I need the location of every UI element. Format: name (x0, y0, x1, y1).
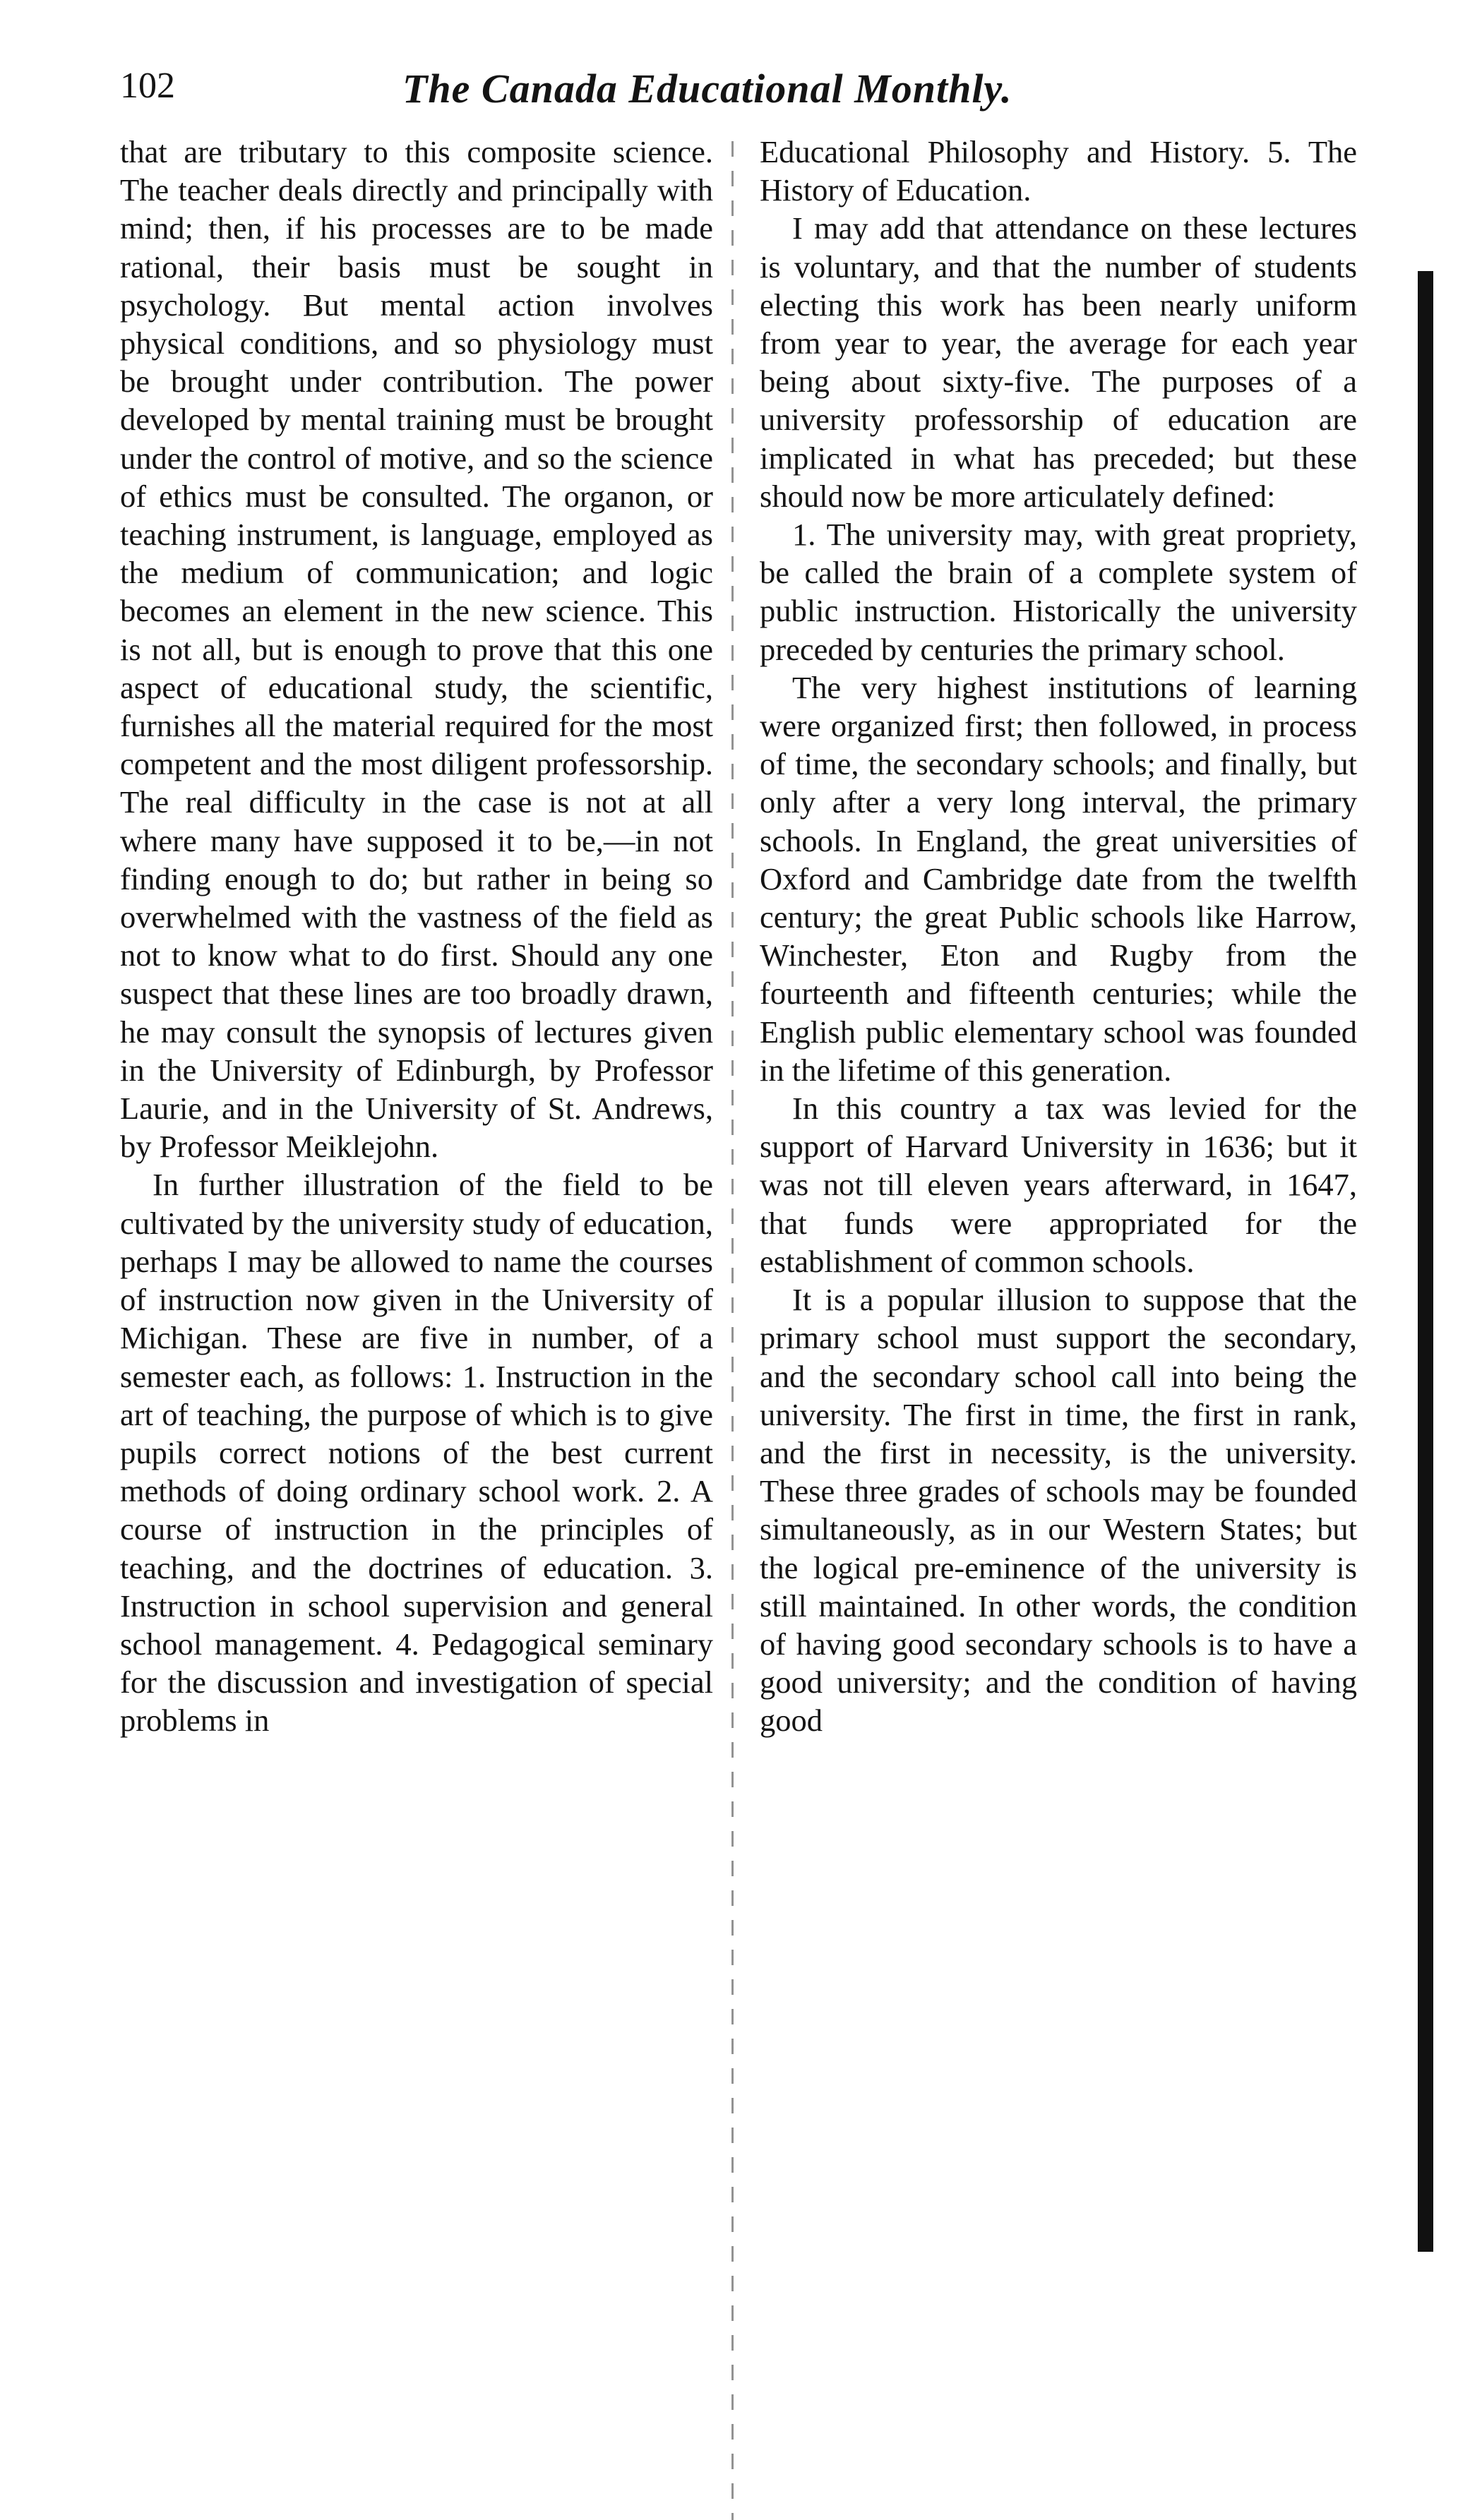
paragraph: that are tributary to this composite science. The teacher deals directly and principally with mind; then, if his processes are to be made rational, their basis must be sought in psychology. But mental action involves physical conditions, and so physiology must be brought under contribution. The power developed by mental training must be brought under the control of motive, and so the science of ethics must be consulted. The organon, or teaching instrument, is language, employed as the medium of communication; and logic becomes an element in the new science. This is not all, but is enough to prove that this one aspect of educational study, the scientific, furnishes all the material required for the most competent and the most diligent professorship. The real difficulty in the case is not at all where many have supposed it to be,—in not finding enough to do; but rather in being so overwhelmed with the vastness of the field as not to know what to do first. Should any one suspect that these lines are too broadly drawn, he may consult the synopsis of lectures given in the University of Edinburgh, by Professor Laurie, and in the University of St. Andrews, by Professor Meiklejohn. (120, 134, 713, 1165)
paragraph: It is a popular illusion to suppose that the primary school must support the secondary, and the secondary school call into being the university. The first in time, the first in rank, and the first in necessity, is the university. These three grades of schools may be founded simultaneously, as in our Western States; but the logical pre-eminence of the university is still maintained. In other words, the condition of having good secondary schools is to have a good university; and the condition of having good (760, 1282, 1357, 1739)
running-title: The Canada Educational Monthly. (402, 66, 1012, 112)
paragraph: The very highest institutions of learning were organized first; then followed, in process of time, the secondary schools; and finally, but only after a very long interval, the primary schools. In England, the great universities of Oxford and Cambridge date from the twelfth century; the great Public schools like Harrow, Winchester, Eton and Rugby from the fourteenth and fifteenth centuries; while the English public elementary school was founded in the lifetime of this generation. (760, 669, 1357, 1088)
right-column (760, 133, 1357, 1740)
page-edge-rule (1418, 271, 1433, 2252)
page-number: 102 (120, 66, 175, 106)
column-divider (731, 141, 734, 2520)
paragraph: 1. The university may, with great propriety, be called the brain of a complete system of public instruction. Historically the university preceded by centuries the primary school. (760, 517, 1357, 667)
paragraph: I may add that attendance on these lectures is voluntary, and that the number of students electing this work has been nearly uniform from year to year, the average for each year being about sixty-five. The purposes of a university professorship of education are implicated in what has preceded; but these should now be more articulately defined: (760, 210, 1357, 514)
paragraph: Educational Philosophy and History. 5. The History of Education. (760, 134, 1357, 208)
paragraph: In this country a tax was levied for the support of Harvard University in 1636; but it was not till eleven years afterward, in 1647, that funds were appropriated for the establishment of common schools. (760, 1091, 1357, 1279)
paragraph: In further illustration of the field to be cultivated by the university study of education, perhaps I may be allowed to name the courses of instruction now given in the University of Michigan. These are five in number, of a semester each, as follows: 1. Instruction in the art of teaching, the purpose of which is to give pupils correct notions of the best current methods of doing ordinary school work. 2. A course of instruction in the principles of teaching, and the doctrines of education. 3. Instruction in school supervision and general school management. 4. Pedagogical seminary for the discussion and investigation of special problems in (120, 1167, 713, 1739)
left-column (120, 133, 713, 1740)
